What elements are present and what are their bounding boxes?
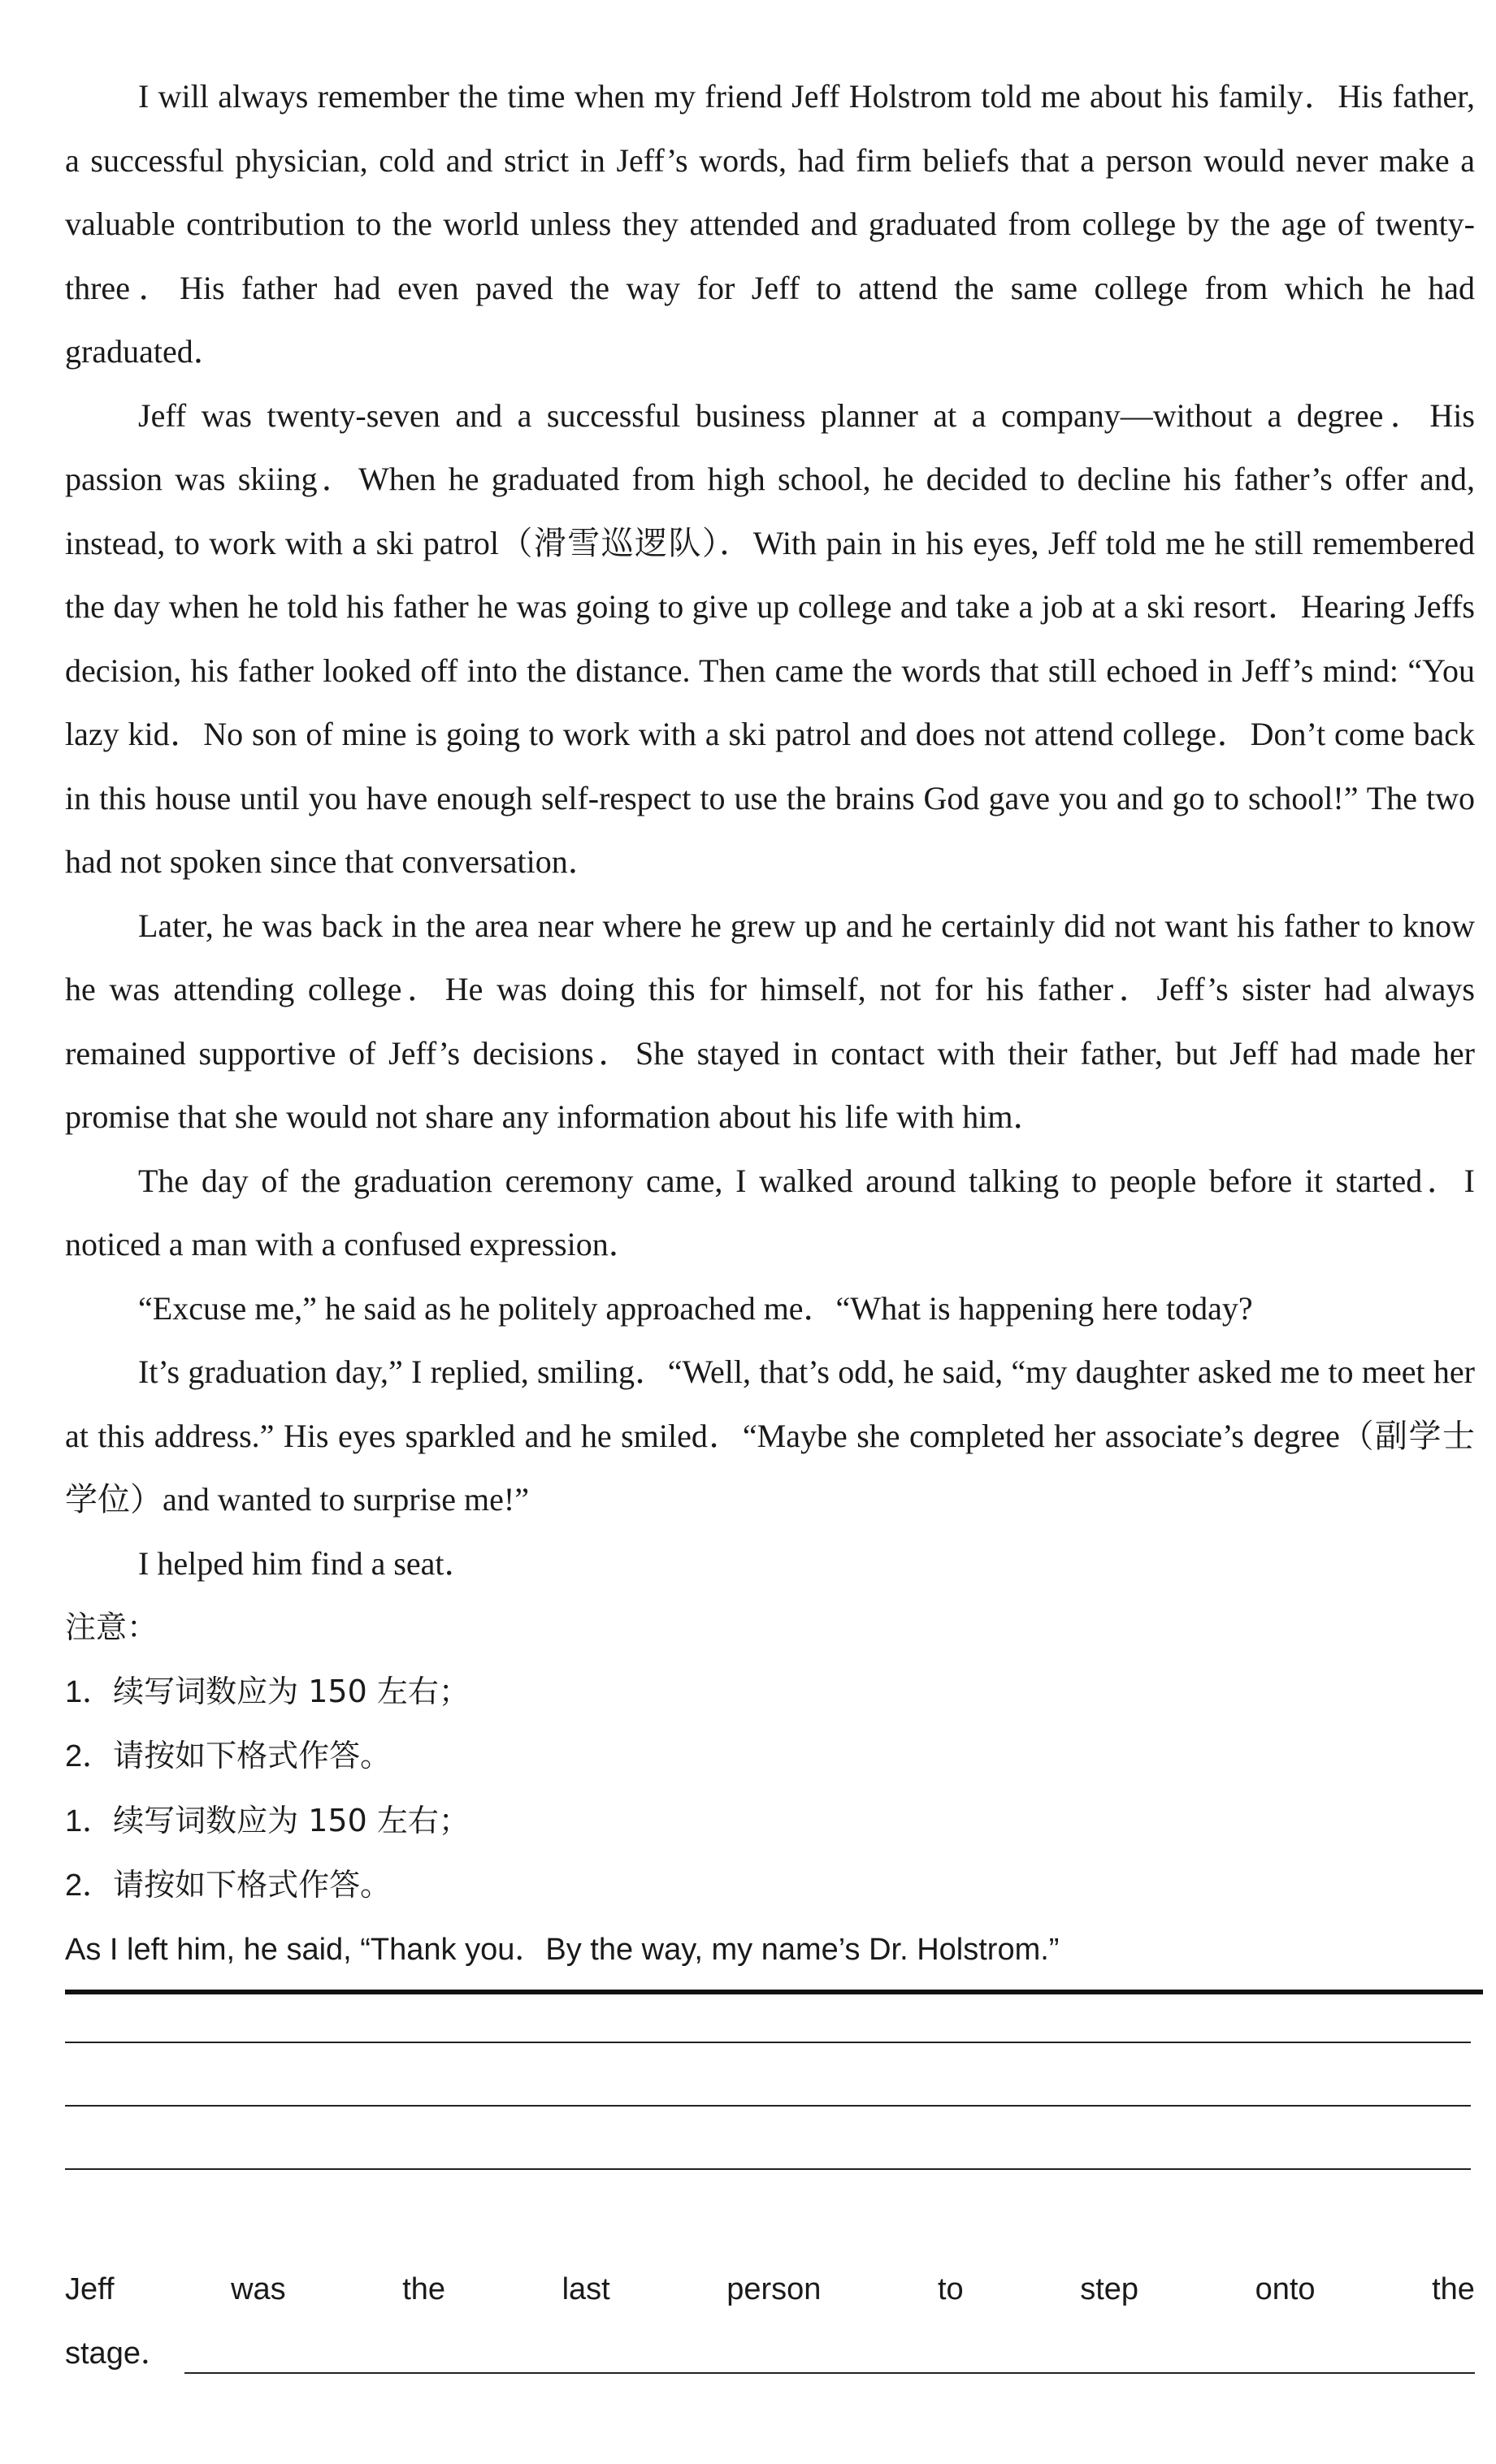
note-number: 1． — [65, 1804, 114, 1838]
story-paragraph-1: I will always remember the time when my friend Jeff Holstrom told me about his family．His father, a successful physician, cold and strict in Jeff’s words, had firm beliefs that a person would never make a valuable contribution to the world unless they attended and graduated from college by the age of twenty-three．His father had even paved the way for Jeff to attend the same college from which he had graduated． — [65, 78, 1475, 370]
note-text: 续写词数应为 150 左右； — [113, 1673, 470, 1709]
section-divider — [65, 1990, 1483, 1994]
note-text: 续写词数应为 150 左右； — [113, 1802, 470, 1838]
note-item — [65, 1853, 1475, 1918]
story-paragraph-7: I helped him find a seat． — [138, 1544, 477, 1582]
prompt-word: step — [1080, 2272, 1139, 2306]
prompt-word: last — [562, 2272, 610, 2306]
note-text: 请按如下格式作答。 — [113, 1867, 392, 1903]
story-paragraph-3: Later, he was back in the area near where he grew up and he certainly did not want his father to know he was attending college．He was doing this for himself, not for his father．Jeff’s sister had always remained supportive of Jeff’s decisions．She stayed in contact with their father, but Jeff had made her promise that she would not share any information about his life with him． — [65, 907, 1475, 1135]
story-paragraph-6: It’s graduation day,” I replied, smiling．“Well, that’s odd, he said, “my daughter asked me to meet her at this address.” His eyes sparkled and he smiled．“Maybe she completed her associate’s degree（副学士学位）and wanted to surprise me!” — [65, 1353, 1475, 1518]
note-item — [65, 1660, 1475, 1725]
notes-heading: 注意： — [65, 1609, 158, 1645]
prompt-word: Jeff — [65, 2272, 115, 2306]
story-paragraph-2: Jeff was twenty-seven and a successful business planner at a company—without a degree．His passion was skiing．When he graduated from high school, he decided to decline his father’s offer and, instead, to work with a ski patrol（滑雪巡逻队）．With pain in his eyes, Jeff told me he still remembered the day when he told his father he was going to give up college and take a job at a ski resort．Hearing Jeffs decision, his father looked off into the distance. Then came the words that still echoed in Jeff’s mind: “You lazy kid．No son of mine is going to work with a ski patrol and does not attend college．Don’t come back in this house until you have enough self-respect to use the brains God gave you and go to school!” The two had not spoken since that conversation． — [65, 396, 1475, 880]
note-item — [65, 1789, 1475, 1854]
answer-line[interactable] — [65, 2042, 1471, 2043]
prompt-word: was — [231, 2272, 286, 2306]
prompt-word: person — [726, 2272, 822, 2306]
continuation-prompt-1: As I left him, he said, “Thank you．By the way, my name’s Dr. Holstrom.” — [65, 1932, 1060, 1967]
document — [65, 65, 1475, 2385]
notes-section — [65, 1596, 1475, 1918]
answer-line[interactable] — [184, 2328, 1475, 2374]
prompt-word: the — [402, 2272, 446, 2306]
prompt-word-stage: stage． — [65, 2336, 171, 2371]
note-number: 1． — [65, 1674, 114, 1709]
note-number: 2． — [65, 1739, 114, 1773]
prompt-word: onto — [1255, 2272, 1316, 2306]
prompt-word: the — [1432, 2272, 1475, 2306]
answer-line[interactable] — [65, 2105, 1471, 2107]
answer-line[interactable] — [65, 2168, 1471, 2170]
story-paragraph-5: “Excuse me,” he said as he politely approached me．“What is happening here today? — [138, 1289, 1253, 1327]
note-number: 2． — [65, 1869, 114, 1903]
continuation-prompt-2 — [65, 2258, 1475, 2322]
note-item — [65, 1724, 1475, 1789]
continuation-prompt-2-end — [65, 2322, 1475, 2386]
prompt-word: to — [937, 2272, 964, 2306]
note-text: 请按如下格式作答。 — [113, 1738, 392, 1773]
story-paragraph-4: The day of the graduation ceremony came, I walked around talking to people before it started．I noticed a man with a confused expression． — [65, 1162, 1475, 1262]
